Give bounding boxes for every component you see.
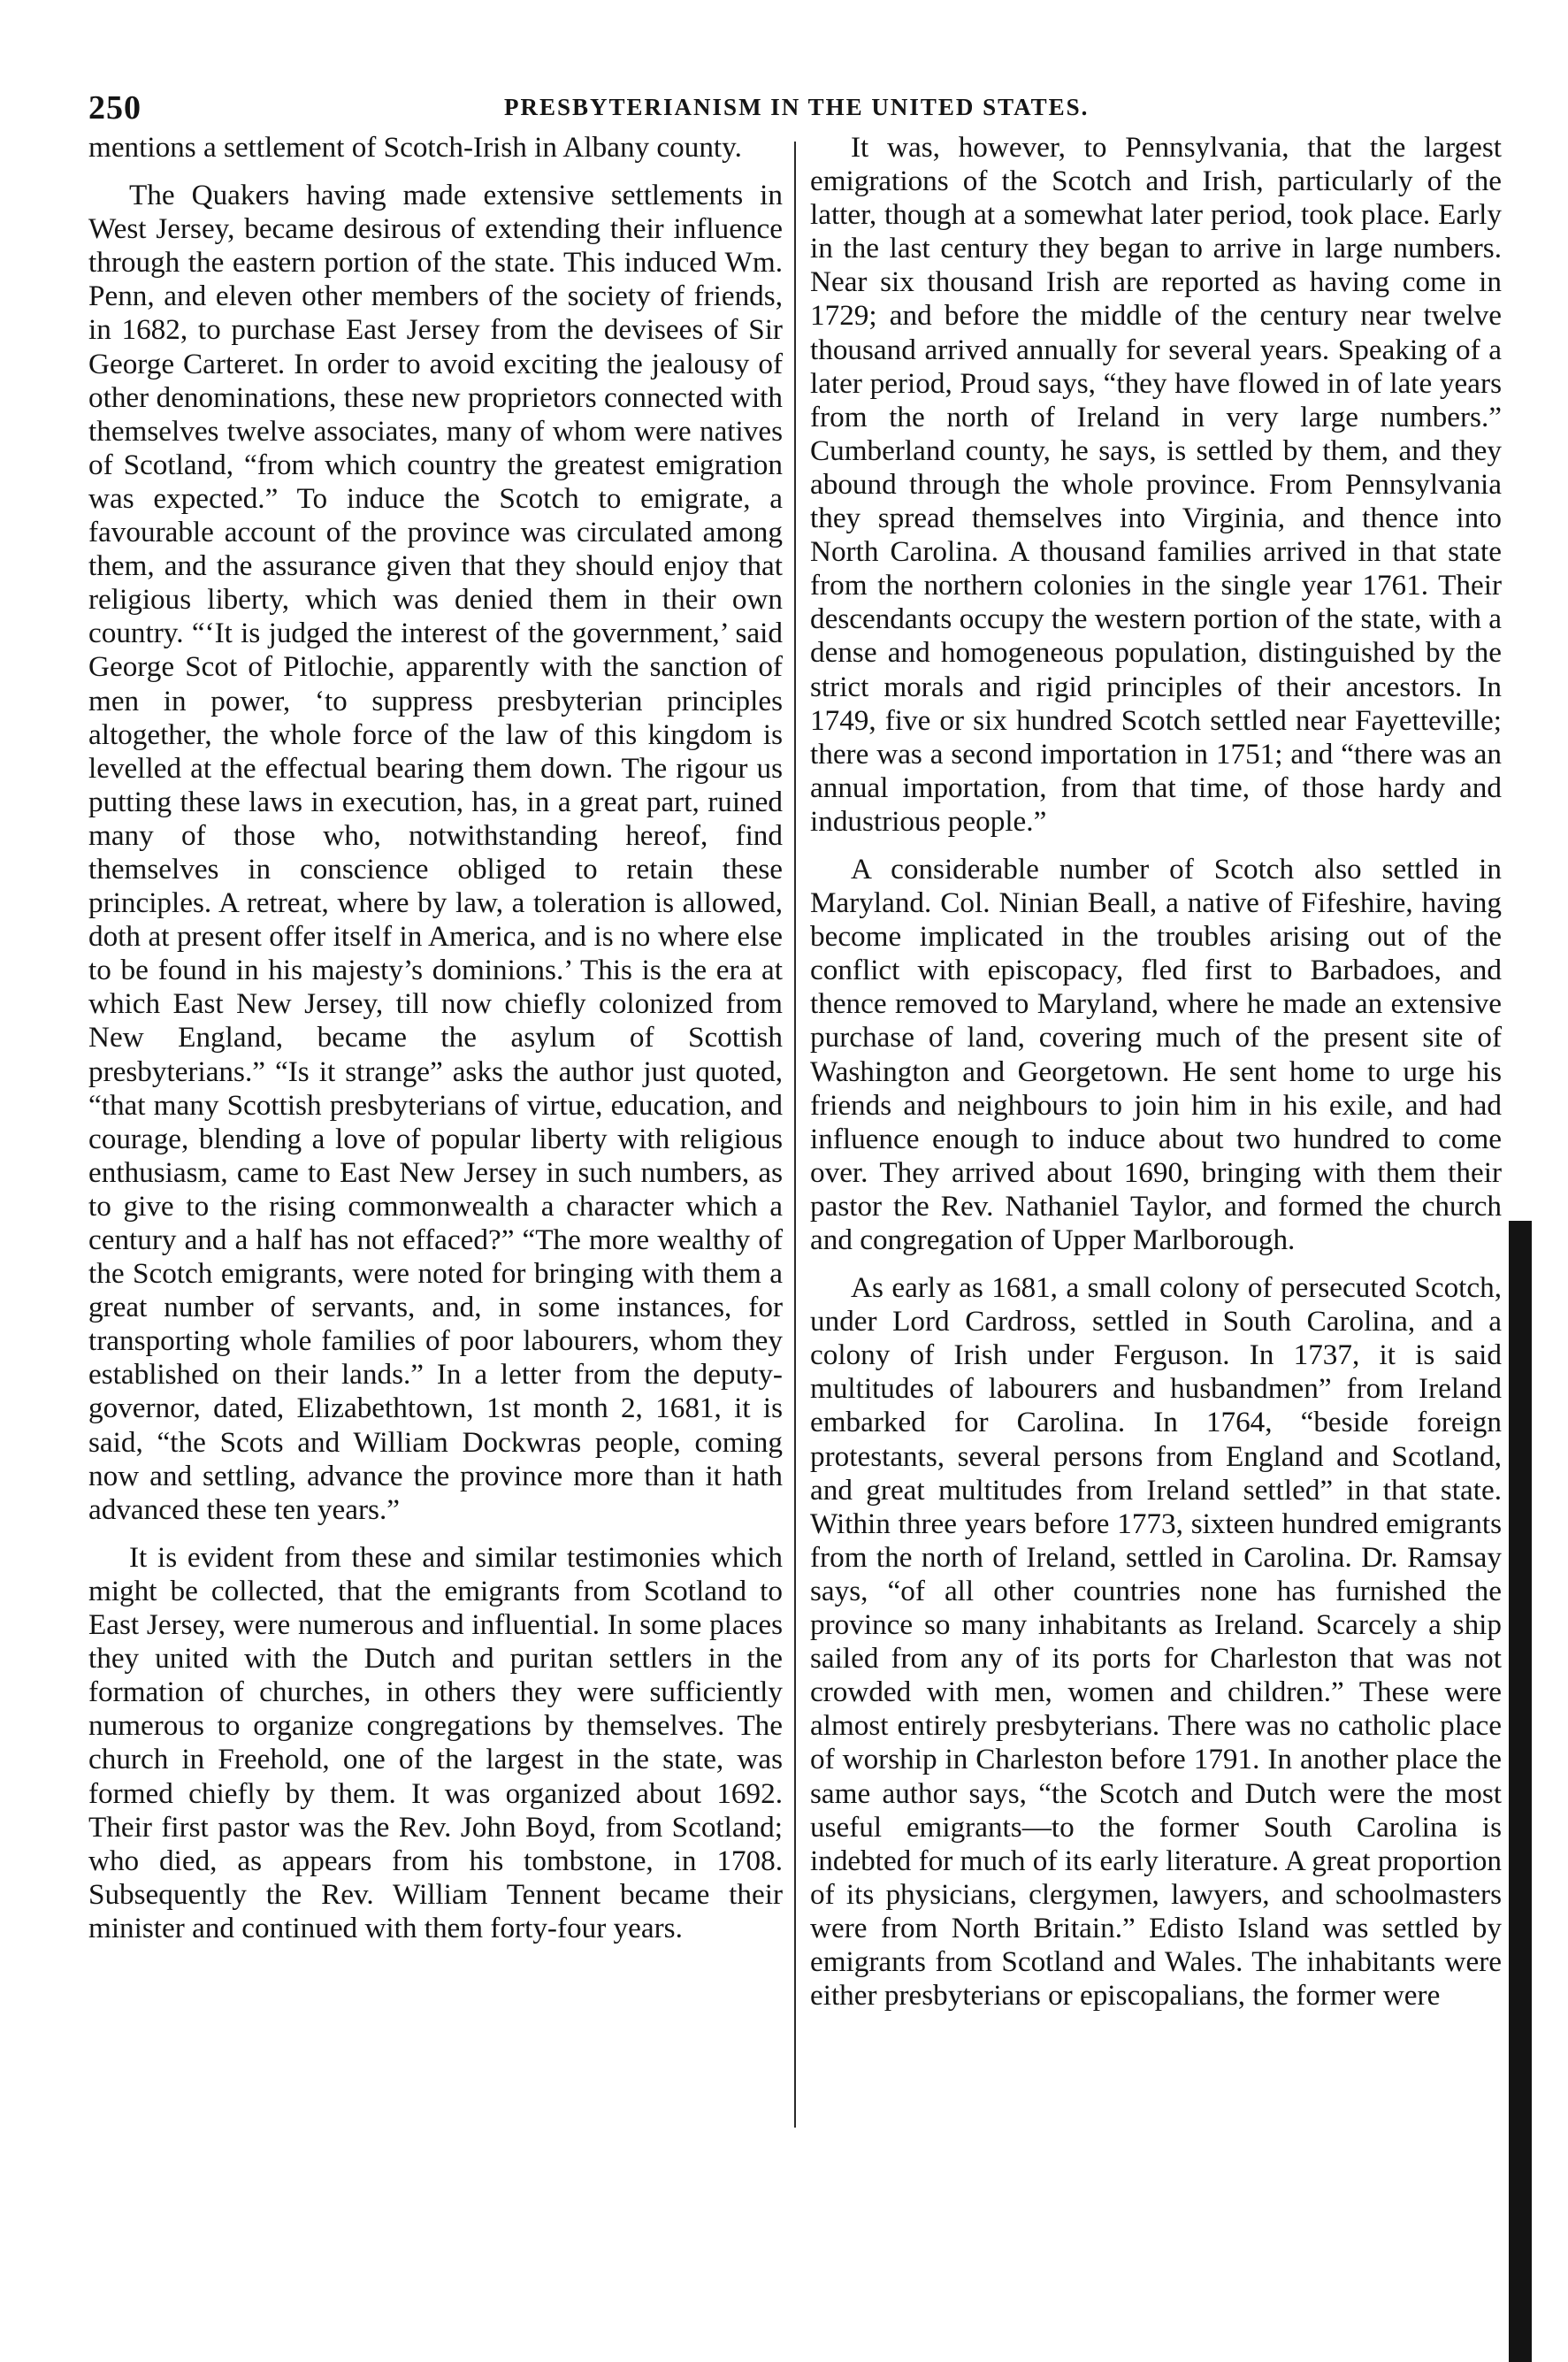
left-paragraph-2: The Quakers having made extensive settlements in West Jersey, became desirous of extending their influence through the eastern portion of the state. This induced Wm. Penn, and eleven other members of the society of friends, in 1682, to purchase East Jersey from the devisees of Sir George Carteret. In order to avoid exciting the jealousy of other denominations, these new proprietors connected with themselves twelve associates, many of whom were natives of Scotland, “from which country the greatest emigration was expected.” To induce the Scotch to emigrate, a favourable account of the province was circulated among them, and the assurance given that they should enjoy that religious liberty, which was denied them in their own country. “‘It is judged the interest of the government,’ said George Scot of Pitlochie, apparently with the sanction of men in power, ‘to suppress presbyterian principles altogether, the whole force of the law of this kingdom is levelled at the effectual bearing them down. The rigour us putting these laws in execution, has, in a great part, ruined many of those who, notwithstanding hereof, find themselves in conscience obliged to retain these principles. A retreat, where by law, a toleration is allowed, doth at present offer itself in America, and is no where else to be found in his majesty’s dominions.’ This is the era at which East New Jersey, till now chiefly colonized from New England, became the asylum of Scottish presbyterians.” “Is it strange” asks the author just quoted, “that many Scottish presbyterians of virtue, education, and courage, blending a love of popular liberty with religious enthusiasm, came to East New Jersey in such numbers, as to give to the rising commonwealth a character which a century and a half has not effaced?” “The more wealthy of the Scotch emigrants, were noted for bringing with them a great number of servants, and, in some instances, for transporting whole families of poor labourers, whom they established on their lands.” In a letter from the deputy-governor, dated, Elizabethtown, 1st month 2, 1681, it is said, “the Scots and William Dockwras people, coming now and settling, advance the province more than it hath advanced these ten years.”	[88, 179, 783, 1526]
column-divider	[794, 142, 796, 2128]
right-column	[810, 131, 1502, 2013]
running-head: PRESBYTERIANISM IN THE UNITED STATES.	[504, 94, 1090, 120]
scan-edge-shadow	[1509, 1221, 1532, 2362]
left-paragraph-3: It is evident from these and similar testimonies which might be collected, that the emigrants from Scotland to East Jersey, were numerous and influential. In some places they united with the Dutch and puritan settlers in the formation of churches, in others they were sufficiently numerous to organize congregations by themselves. The church in Freehold, one of the largest in the state, was formed chiefly by them. It was organized about 1692. Their first pastor was the Rev. John Boyd, from Scotland; who died, as appears from his tombstone, in 1708. Subsequently the Rev. William Tennent became their minister and continued with them forty-four years.	[88, 1540, 783, 1944]
right-paragraph-1: It was, however, to Pennsylvania, that the largest emigrations of the Scotch and Irish, particularly of the latter, though at a somewhat later period, took place. Early in the last century they began to arrive in large numbers. Near six thousand Irish are reported as having come in 1729; and before the middle of the century near twelve thousand arrived annually for several years. Speaking of a later period, Proud says, “they have flowed in of late years from the north of Ireland in very large numbers.” Cumberland county, he says, is settled by them, and they abound through the whole province. From Pennsylvania they spread themselves into Virginia, and thence into North Carolina. A thousand families arrived in that state from the northern colonies in the single year 1761. Their descendants occupy the western portion of the state, with a dense and homogeneous population, distinguished by the strict morals and rigid principles of their ancestors. In 1749, five or six hundred Scotch settled near Fayetteville; there was a second importation in 1751; and “there was an annual importation, from that time, of those hardy and industrious people.”	[810, 131, 1502, 838]
left-column	[88, 131, 783, 1945]
right-paragraph-3: As early as 1681, a small colony of persecuted Scotch, under Lord Cardross, settled in South Carolina, and a colony of Irish under Ferguson. In 1737, it is said multitudes of labourers and husbandmen” from Ireland embarked for Carolina. In 1764, “beside foreign protestants, several persons from England and Scotland, and great multitudes from Ireland settled” in that state. Within three years before 1773, sixteen hundred emigrants from the north of Ireland, settled in Carolina. Dr. Ramsay says, “of all other countries none has furnished the province so many inhabitants as Ireland. Scarcely a ship sailed from any of its ports for Charleston that was not crowded with men, women and children.” These were almost entirely presbyterians. There was no catholic place of worship in Charleston before 1791. In another place the same author says, “the Scotch and Dutch were the most useful emigrants—to the former South Carolina is indebted for much of its early literature. A great proportion of its physicians, clergymen, lawyers, and schoolmasters were from North Britain.” Edisto Island was settled by emigrants from Scotland and Wales. The inhabitants were either presbyterians or episcopalians, the former were	[810, 1271, 1502, 2013]
left-paragraph-1: mentions a settlement of Scotch-Irish in Albany county.	[88, 131, 742, 164]
page-number: 250	[88, 89, 142, 127]
right-paragraph-2: A considerable number of Scotch also settled in Maryland. Col. Ninian Beall, a native of Fifeshire, having become implicated in the troubles arising out of the conflict with episcopacy, fled first to Barbadoes, and thence removed to Maryland, where he made an extensive purchase of land, covering much of the present site of Washington and Georgetown. He sent home to urge his friends and neighbours to join him in his exile, and had influence enough to induce about two hundred to come over. They arrived about 1690, bringing with them their pastor the Rev. Nathaniel Taylor, and formed the church and congregation of Upper Marlborough.	[810, 852, 1502, 1256]
page-header	[88, 88, 1472, 129]
